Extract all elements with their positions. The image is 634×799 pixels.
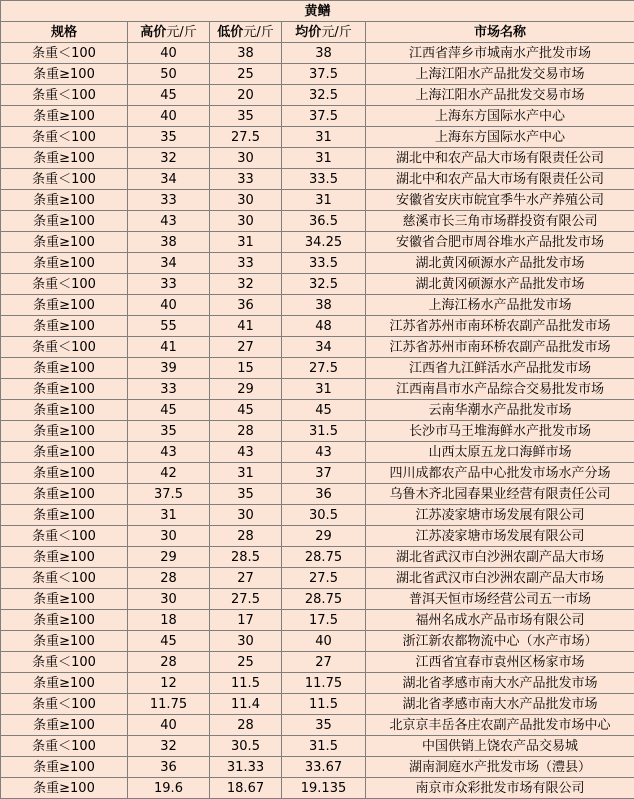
- cell-spec: 条重≥100: [1, 778, 128, 799]
- cell-high-price: 37.5: [128, 484, 210, 505]
- table-row: [1, 778, 634, 799]
- cell-avg-price: 27: [282, 652, 366, 673]
- cell-high-price: 32: [128, 148, 210, 169]
- cell-avg-price: 28.75: [282, 547, 366, 568]
- cell-avg-price: 38: [282, 295, 366, 316]
- cell-avg-price: 43: [282, 442, 366, 463]
- table-row: [1, 43, 634, 64]
- cell-low-price: 35: [210, 106, 282, 127]
- cell-low-price: 28: [210, 715, 282, 736]
- cell-high-price: 42: [128, 463, 210, 484]
- cell-high-price: 35: [128, 127, 210, 148]
- cell-market: 北京京丰岳各庄农副产品批发市场中心: [366, 715, 634, 736]
- cell-avg-price: 37.5: [282, 106, 366, 127]
- cell-low-price: 27.5: [210, 589, 282, 610]
- cell-high-price: 45: [128, 400, 210, 421]
- cell-high-price: 43: [128, 442, 210, 463]
- table-row: [1, 694, 634, 715]
- table-row: [1, 337, 634, 358]
- cell-avg-price: 37.5: [282, 64, 366, 85]
- table-row: [1, 253, 634, 274]
- cell-avg-price: 32.5: [282, 274, 366, 295]
- cell-high-price: 36: [128, 757, 210, 778]
- cell-avg-price: 29: [282, 526, 366, 547]
- cell-market: 湖北省武汉市白沙洲农副产品大市场: [366, 547, 634, 568]
- cell-low-price: 45: [210, 400, 282, 421]
- cell-avg-price: 48: [282, 316, 366, 337]
- cell-spec: 条重≥100: [1, 757, 128, 778]
- cell-spec: 条重＜100: [1, 43, 128, 64]
- table-row: [1, 421, 634, 442]
- table-row: [1, 400, 634, 421]
- table-row: [1, 106, 634, 127]
- table-row: [1, 736, 634, 757]
- cell-spec: 条重＜100: [1, 337, 128, 358]
- cell-high-price: 40: [128, 106, 210, 127]
- cell-market: 湖北省孝感市南大水产品批发市场: [366, 694, 634, 715]
- cell-spec: 条重≥100: [1, 358, 128, 379]
- cell-market: 南京市众彩批发市场有限公司: [366, 778, 634, 799]
- cell-market: 江西省宜春市袁州区杨家市场: [366, 652, 634, 673]
- table-row: [1, 568, 634, 589]
- cell-avg-price: 38: [282, 43, 366, 64]
- cell-market: 乌鲁木齐北园春果业经营有限责任公司: [366, 484, 634, 505]
- cell-spec: 条重＜100: [1, 127, 128, 148]
- cell-spec: 条重≥100: [1, 148, 128, 169]
- cell-spec: 条重≥100: [1, 190, 128, 211]
- cell-spec: 条重＜100: [1, 736, 128, 757]
- cell-avg-price: 33.5: [282, 169, 366, 190]
- cell-spec: 条重≥100: [1, 484, 128, 505]
- cell-avg-price: 19.135: [282, 778, 366, 799]
- cell-market: 江西南昌市水产品综合交易批发市场: [366, 379, 634, 400]
- table-row: [1, 652, 634, 673]
- header-high-main: 高价: [140, 24, 167, 40]
- table-row: [1, 442, 634, 463]
- cell-market: 湖北省武汉市白沙洲农副产品大市场: [366, 568, 634, 589]
- cell-market: 上海东方国际水产中心: [366, 127, 634, 148]
- cell-high-price: 34: [128, 253, 210, 274]
- cell-avg-price: 37: [282, 463, 366, 484]
- cell-market: 湖北省孝感市南大水产品批发市场: [366, 673, 634, 694]
- cell-high-price: 33: [128, 379, 210, 400]
- table-row: [1, 631, 634, 652]
- cell-avg-price: 31: [282, 190, 366, 211]
- cell-avg-price: 27.5: [282, 358, 366, 379]
- cell-market: 上海江阳水产品批发交易市场: [366, 85, 634, 106]
- cell-avg-price: 40: [282, 631, 366, 652]
- cell-high-price: 28: [128, 652, 210, 673]
- cell-market: 四川成都农产品中心批发市场水产分场: [366, 463, 634, 484]
- cell-market: 湖北黄冈硕源水产品批发市场: [366, 253, 634, 274]
- cell-low-price: 15: [210, 358, 282, 379]
- cell-low-price: 27: [210, 568, 282, 589]
- cell-high-price: 43: [128, 211, 210, 232]
- cell-spec: 条重＜100: [1, 652, 128, 673]
- header-market: 市场名称: [366, 22, 634, 43]
- cell-low-price: 25: [210, 64, 282, 85]
- cell-high-price: 39: [128, 358, 210, 379]
- cell-avg-price: 31.5: [282, 421, 366, 442]
- cell-high-price: 11.75: [128, 694, 210, 715]
- cell-low-price: 32: [210, 274, 282, 295]
- table-body: [1, 43, 634, 799]
- cell-low-price: 30: [210, 505, 282, 526]
- cell-market: 江苏省苏州市南环桥农副产品批发市场: [366, 337, 634, 358]
- cell-high-price: 29: [128, 547, 210, 568]
- cell-avg-price: 35: [282, 715, 366, 736]
- table-row: [1, 211, 634, 232]
- cell-low-price: 35: [210, 484, 282, 505]
- cell-avg-price: 31: [282, 148, 366, 169]
- cell-market: 长沙市马王堆海鲜水产批发市场: [366, 421, 634, 442]
- cell-low-price: 11.4: [210, 694, 282, 715]
- cell-high-price: 40: [128, 715, 210, 736]
- cell-spec: 条重＜100: [1, 526, 128, 547]
- cell-avg-price: 34.25: [282, 232, 366, 253]
- cell-spec: 条重≥100: [1, 295, 128, 316]
- cell-high-price: 33: [128, 274, 210, 295]
- cell-market: 湖北中和农产品大市场有限责任公司: [366, 169, 634, 190]
- cell-market: 江苏凌家塘市场发展有限公司: [366, 526, 634, 547]
- cell-low-price: 31: [210, 463, 282, 484]
- cell-avg-price: 45: [282, 400, 366, 421]
- cell-low-price: 17: [210, 610, 282, 631]
- cell-spec: 条重≥100: [1, 505, 128, 526]
- cell-spec: 条重≥100: [1, 64, 128, 85]
- cell-avg-price: 34: [282, 337, 366, 358]
- cell-low-price: 30: [210, 631, 282, 652]
- cell-low-price: 33: [210, 253, 282, 274]
- header-avg-main: 均价: [295, 24, 322, 40]
- cell-low-price: 20: [210, 85, 282, 106]
- cell-market: 湖南洞庭水产批发市场（澧县）: [366, 757, 634, 778]
- header-low-main: 低价: [217, 24, 244, 40]
- cell-avg-price: 31.5: [282, 736, 366, 757]
- cell-avg-price: 31: [282, 127, 366, 148]
- cell-spec: 条重＜100: [1, 694, 128, 715]
- cell-avg-price: 17.5: [282, 610, 366, 631]
- cell-high-price: 28: [128, 568, 210, 589]
- cell-spec: 条重≥100: [1, 631, 128, 652]
- cell-low-price: 18.67: [210, 778, 282, 799]
- cell-avg-price: 36: [282, 484, 366, 505]
- cell-high-price: 35: [128, 421, 210, 442]
- cell-avg-price: 33.5: [282, 253, 366, 274]
- cell-spec: 条重＜100: [1, 169, 128, 190]
- cell-low-price: 30: [210, 190, 282, 211]
- cell-high-price: 31: [128, 505, 210, 526]
- cell-high-price: 30: [128, 589, 210, 610]
- table-row: [1, 316, 634, 337]
- cell-avg-price: 31: [282, 379, 366, 400]
- table-row: [1, 190, 634, 211]
- cell-spec: 条重≥100: [1, 400, 128, 421]
- cell-low-price: 36: [210, 295, 282, 316]
- table-row: [1, 484, 634, 505]
- table-row: [1, 379, 634, 400]
- table-row: [1, 526, 634, 547]
- cell-high-price: 18: [128, 610, 210, 631]
- table-row: [1, 169, 634, 190]
- cell-market: 安徽省安庆市皖宜季牛水产养殖公司: [366, 190, 634, 211]
- cell-spec: 条重≥100: [1, 232, 128, 253]
- cell-spec: 条重≥100: [1, 421, 128, 442]
- cell-high-price: 50: [128, 64, 210, 85]
- cell-spec: 条重＜100: [1, 568, 128, 589]
- header-low-unit: 元/斤: [243, 24, 274, 40]
- cell-spec: 条重≥100: [1, 316, 128, 337]
- cell-high-price: 41: [128, 337, 210, 358]
- cell-spec: 条重≥100: [1, 610, 128, 631]
- cell-low-price: 41: [210, 316, 282, 337]
- table-row: [1, 715, 634, 736]
- table-row: [1, 358, 634, 379]
- table-row: [1, 295, 634, 316]
- cell-low-price: 28: [210, 421, 282, 442]
- cell-market: 江苏省苏州市南环桥农副产品批发市场: [366, 316, 634, 337]
- cell-avg-price: 33.67: [282, 757, 366, 778]
- cell-spec: 条重≥100: [1, 463, 128, 484]
- cell-market: 浙江新农都物流中心（水产市场）: [366, 631, 634, 652]
- cell-market: 江西省九江鲜活水产品批发市场: [366, 358, 634, 379]
- cell-high-price: 33: [128, 190, 210, 211]
- cell-spec: 条重≥100: [1, 673, 128, 694]
- cell-market: 江西省萍乡市城南水产批发市场: [366, 43, 634, 64]
- cell-low-price: 29: [210, 379, 282, 400]
- cell-high-price: 45: [128, 85, 210, 106]
- header-spec: 规格: [1, 22, 128, 43]
- cell-market: 中国供销上饶农产品交易城: [366, 736, 634, 757]
- cell-spec: 条重≥100: [1, 547, 128, 568]
- header-low-price: [210, 22, 282, 43]
- cell-market: 湖北黄冈硕源水产品批发市场: [366, 274, 634, 295]
- cell-market: 安徽省合肥市周谷堆水产品批发市场: [366, 232, 634, 253]
- cell-market: 云南华潮水产品批发市场: [366, 400, 634, 421]
- cell-spec: 条重＜100: [1, 274, 128, 295]
- cell-low-price: 30.5: [210, 736, 282, 757]
- cell-low-price: 30: [210, 148, 282, 169]
- table-row: [1, 127, 634, 148]
- cell-low-price: 31.33: [210, 757, 282, 778]
- cell-low-price: 28: [210, 526, 282, 547]
- table-row: [1, 757, 634, 778]
- table-row: [1, 547, 634, 568]
- table-row: [1, 232, 634, 253]
- cell-low-price: 30: [210, 211, 282, 232]
- cell-market: 慈溪市长三角市场群投资有限公司: [366, 211, 634, 232]
- table-title: 黄鳝: [1, 1, 634, 22]
- table-row: [1, 148, 634, 169]
- cell-market: 上海江阳水产品批发交易市场: [366, 64, 634, 85]
- table-row: [1, 64, 634, 85]
- cell-high-price: 55: [128, 316, 210, 337]
- title-row: [1, 1, 634, 22]
- cell-high-price: 30: [128, 526, 210, 547]
- cell-high-price: 19.6: [128, 778, 210, 799]
- cell-low-price: 43: [210, 442, 282, 463]
- cell-avg-price: 30.5: [282, 505, 366, 526]
- table-row: [1, 589, 634, 610]
- table-row: [1, 274, 634, 295]
- table-row: [1, 505, 634, 526]
- table-row: [1, 610, 634, 631]
- cell-low-price: 31: [210, 232, 282, 253]
- cell-high-price: 34: [128, 169, 210, 190]
- cell-low-price: 28.5: [210, 547, 282, 568]
- header-avg-price: [282, 22, 366, 43]
- cell-low-price: 25: [210, 652, 282, 673]
- cell-high-price: 40: [128, 43, 210, 64]
- cell-spec: 条重≥100: [1, 106, 128, 127]
- cell-spec: 条重≥100: [1, 211, 128, 232]
- table-row: [1, 673, 634, 694]
- cell-low-price: 27.5: [210, 127, 282, 148]
- cell-avg-price: 28.75: [282, 589, 366, 610]
- cell-spec: 条重≥100: [1, 589, 128, 610]
- cell-low-price: 33: [210, 169, 282, 190]
- cell-avg-price: 11.75: [282, 673, 366, 694]
- cell-low-price: 27: [210, 337, 282, 358]
- cell-avg-price: 27.5: [282, 568, 366, 589]
- table-row: [1, 85, 634, 106]
- cell-market: 普洱天恒市场经营公司五一市场: [366, 589, 634, 610]
- cell-spec: 条重≥100: [1, 253, 128, 274]
- cell-low-price: 11.5: [210, 673, 282, 694]
- cell-high-price: 40: [128, 295, 210, 316]
- cell-market: 上海东方国际水产中心: [366, 106, 634, 127]
- cell-high-price: 45: [128, 631, 210, 652]
- header-avg-unit: 元/斤: [321, 24, 352, 40]
- cell-spec: 条重＜100: [1, 85, 128, 106]
- cell-avg-price: 11.5: [282, 694, 366, 715]
- cell-high-price: 32: [128, 736, 210, 757]
- cell-avg-price: 36.5: [282, 211, 366, 232]
- cell-spec: 条重≥100: [1, 715, 128, 736]
- cell-high-price: 12: [128, 673, 210, 694]
- cell-market: 江苏凌家塘市场发展有限公司: [366, 505, 634, 526]
- header-high-price: [128, 22, 210, 43]
- cell-market: 福州名成水产品市场有限公司: [366, 610, 634, 631]
- cell-avg-price: 32.5: [282, 85, 366, 106]
- cell-low-price: 38: [210, 43, 282, 64]
- cell-market: 上海江杨水产品批发市场: [366, 295, 634, 316]
- cell-market: 湖北中和农产品大市场有限责任公司: [366, 148, 634, 169]
- table-row: [1, 463, 634, 484]
- cell-spec: 条重≥100: [1, 379, 128, 400]
- header-high-unit: 元/斤: [166, 24, 197, 40]
- cell-market: 山西太原五龙口海鲜市场: [366, 442, 634, 463]
- cell-spec: 条重≥100: [1, 442, 128, 463]
- cell-high-price: 38: [128, 232, 210, 253]
- header-row: [1, 22, 634, 43]
